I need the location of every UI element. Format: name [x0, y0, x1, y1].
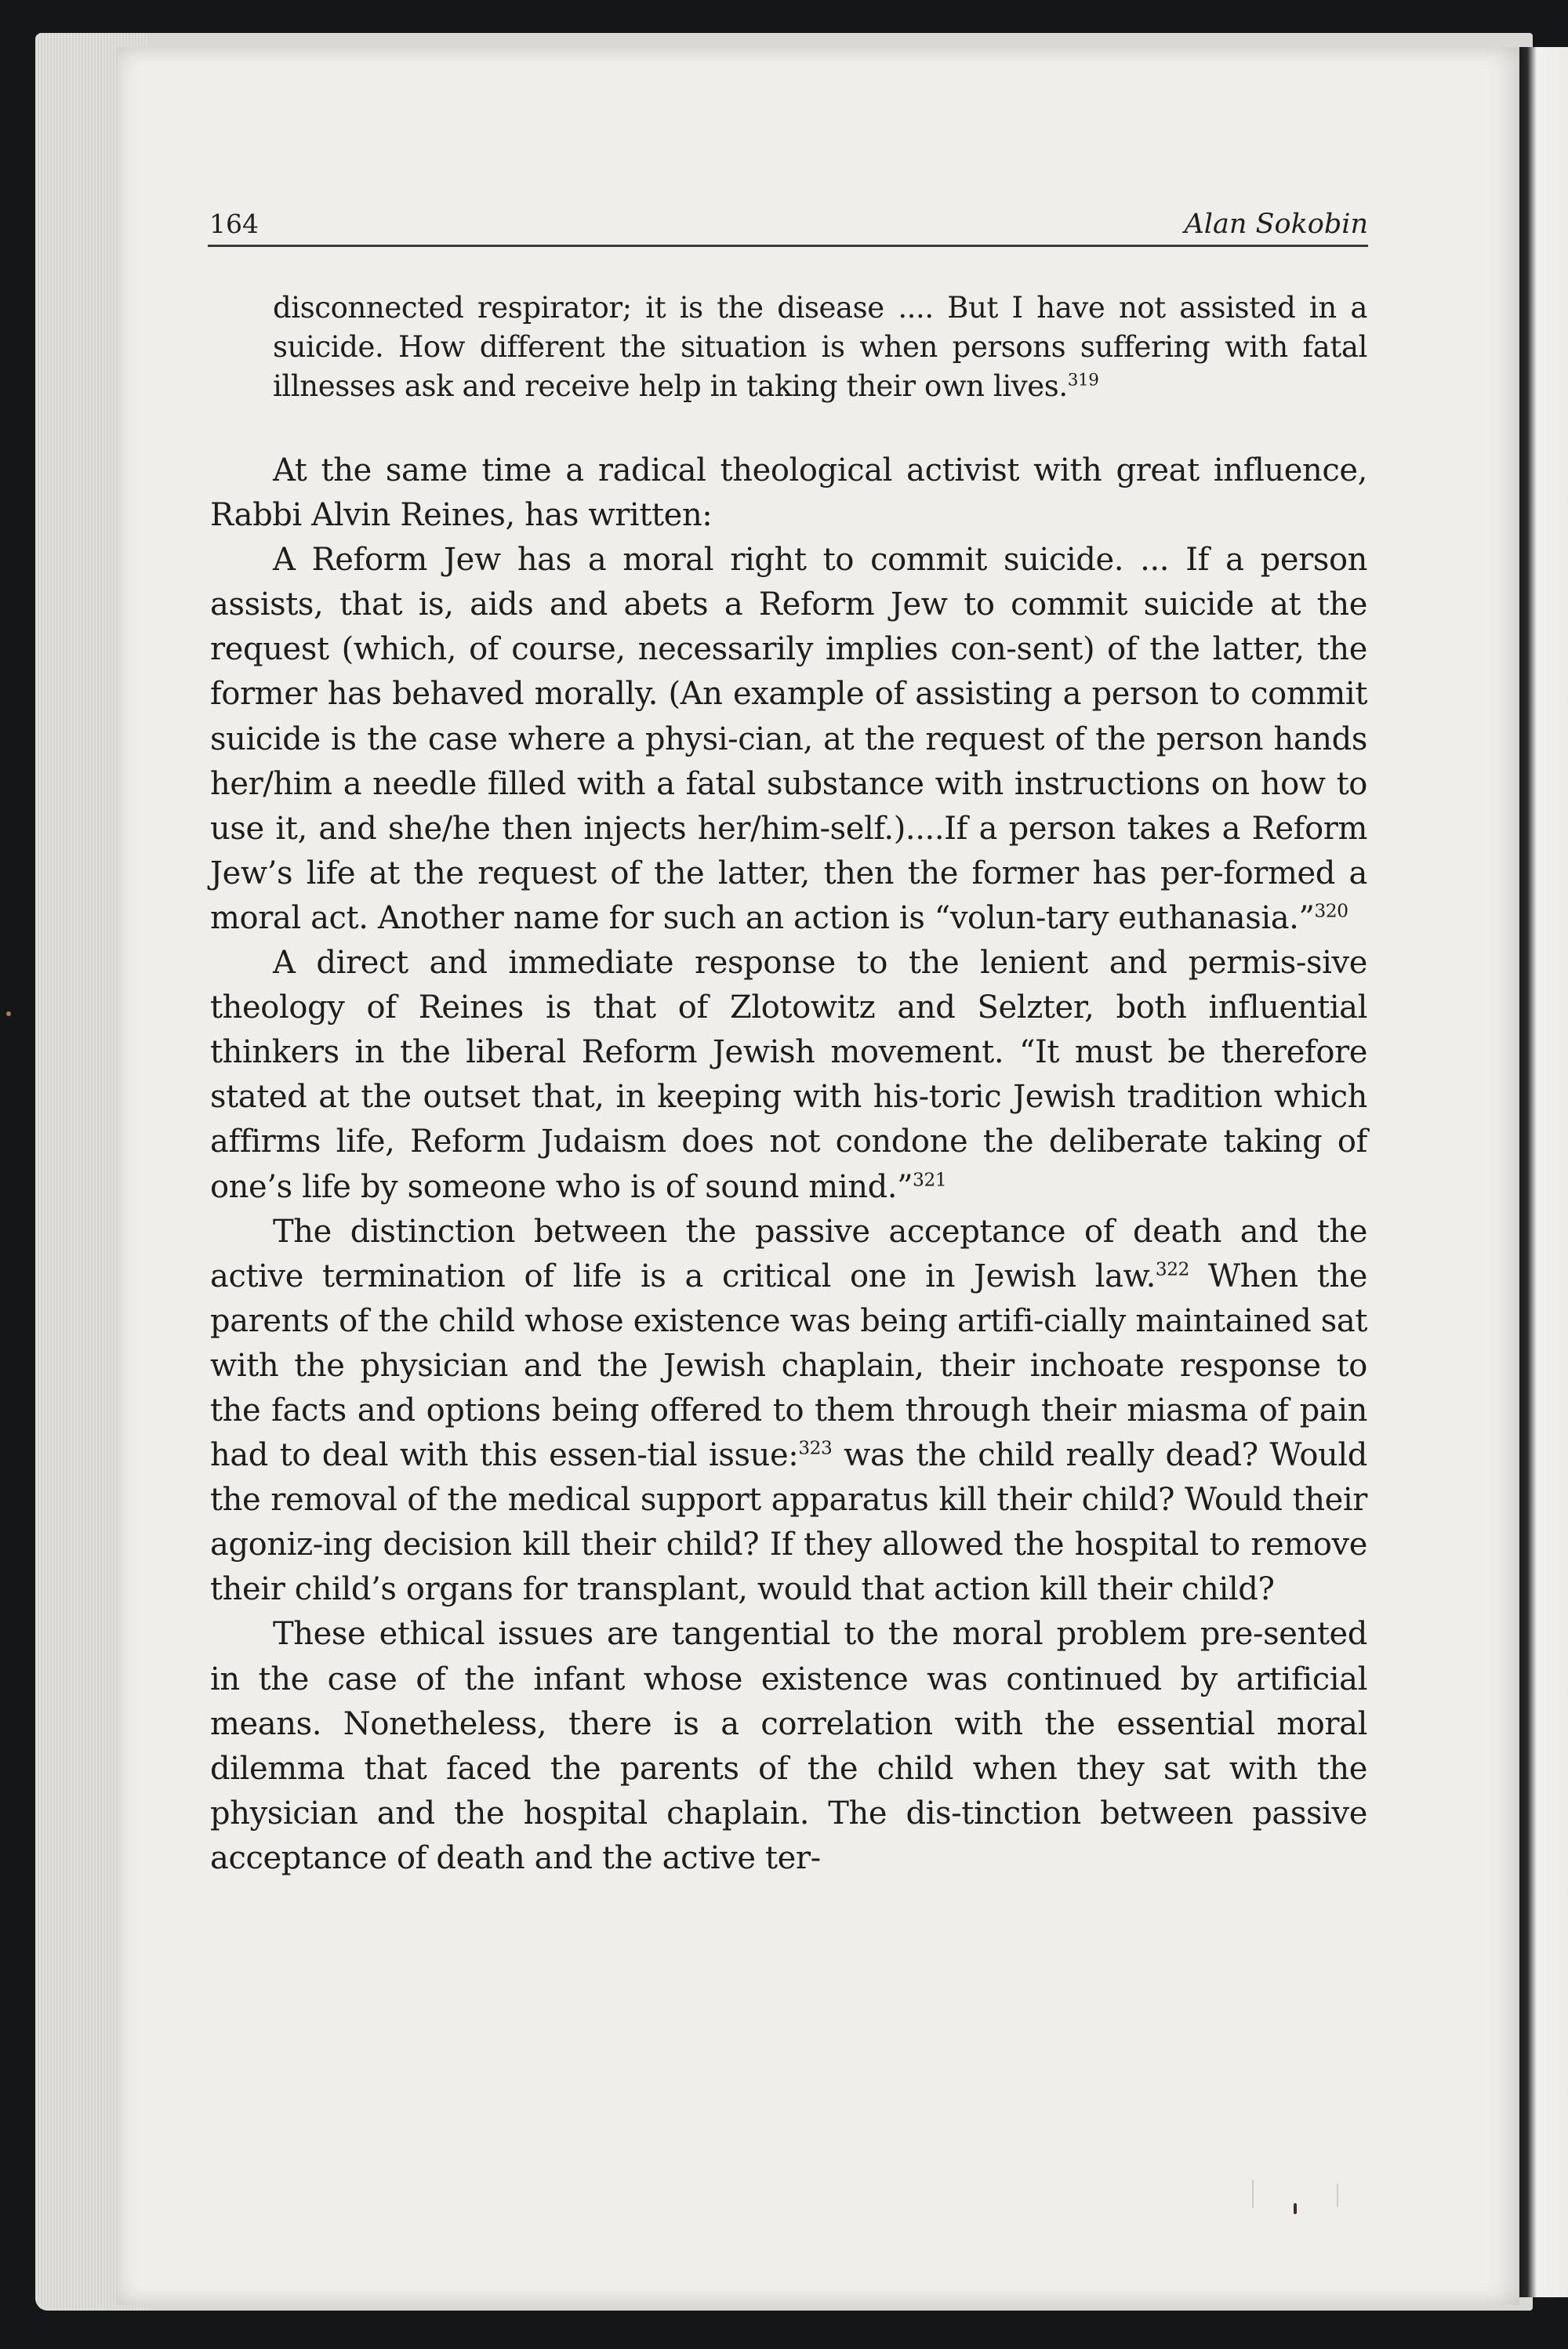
paragraph-text: A direct and immediate response to the lenient and permis-sive theology of Reines is that of Zlotowitz and Selzter, both influential thinkers in the liberal Reform Jewish movement. “It must be therefore stated at the outset that, in keeping with his-toric Jewish tradition which affirms life, Reform Judaism does not condone the deliberate taking of one’s life by someone who is of sound mind.”: [210, 945, 1367, 1205]
paragraph-text: At the same time a radical theological activist with great influence, Rabbi Alvin Reines, has written:: [210, 452, 1367, 534]
footnote-ref: 321: [913, 1169, 947, 1191]
page-body: [210, 289, 1367, 1881]
facing-page-edge: [1519, 47, 1568, 2297]
ink-speck: [1294, 2203, 1297, 2214]
paragraph-text: These ethical issues are tangential to the moral problem pre-sented in the case of the infant whose existence was continued by artificial means. Nonetheless, there is a correlation with the essential moral dilemma that faced the parents of the child when they sat with the physician and the hospital chaplain. The dis-tinction between passive acceptance of death and the active ter-: [210, 1616, 1367, 1876]
page-number: 164: [209, 209, 259, 239]
block-quote-text: disconnected respirator; it is the disease .... But I have not assisted in a suicide. How different the situation is when persons suffering with fatal illnesses ask and receive help in taking their own lives.: [273, 291, 1367, 403]
bleed-through-mark: [1252, 2180, 1254, 2208]
paragraph-text: A Reform Jew has a moral right to commit suicide. ... If a person assists, that is, aids and abets a Reform Jew to commit suicide at the request (which, of course, necessarily implies con-sent) of the latter, the former has behaved morally. (An example of assisting a person to commit suicide is the case where a physi-cian, at the request of the person hands her/him a needle filled with a fatal substance with instructions on how to use it, and she/he then injects her/him-self.)....If a person takes a Reform Jew’s life at the request of the latter, then the former has per-formed a moral act. Another name for such an action is “volun-tary euthanasia.”: [210, 542, 1367, 936]
paragraph: [210, 448, 1367, 538]
paragraph-text: The distinction between the passive acceptance of death and the active termination of life is a critical one in Jewish law.: [210, 1213, 1367, 1294]
footnote-ref: 322: [1155, 1258, 1189, 1280]
paragraph: [210, 941, 1367, 1210]
paragraph-text: was the child really dead? Would the removal of the medical support apparatus kill their child? Would their agoniz-ing decision kill their child? If they allowed the hospital to remove their child’s organs for transplant, would that action kill their child?: [210, 1437, 1367, 1608]
paragraph: [210, 1612, 1367, 1881]
footnote-ref: 319: [1067, 370, 1099, 390]
running-header: [208, 202, 1368, 247]
paragraph-text: When the parents of the child whose existence was being artifi-cially maintained sat with the physician and the Jewish chaplain, their inchoate response to the facts and options being offered to them through their miasma of pain had to deal with this essen-tial issue:: [210, 1258, 1367, 1474]
ink-speck: [6, 1011, 11, 1016]
block-quote: [273, 289, 1367, 406]
footnote-ref: 320: [1314, 900, 1348, 922]
paragraph: [210, 1210, 1367, 1613]
running-head-author: Alan Sokobin: [1184, 209, 1368, 240]
bleed-through-mark: [1337, 2184, 1338, 2207]
footnote-ref: 323: [798, 1437, 833, 1459]
paragraph: [210, 538, 1367, 941]
